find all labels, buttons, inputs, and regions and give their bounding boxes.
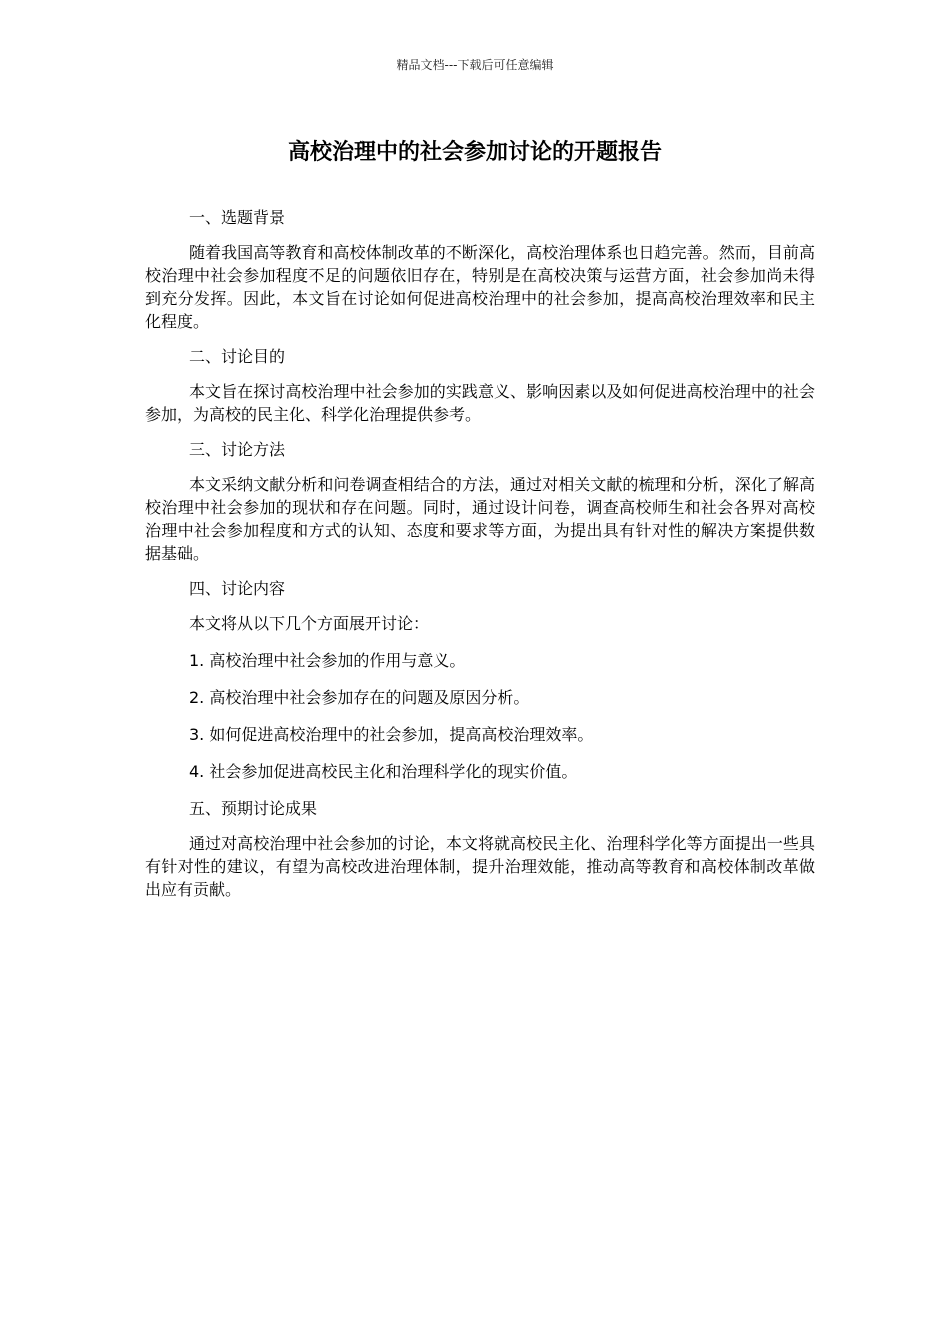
section-method	[145, 438, 815, 565]
section-paragraph: 本文旨在探讨高校治理中社会参加的实践意义、影响因素以及如何促进高校治理中的社会参加，为高校的民主化、科学化治理提供参考。	[145, 382, 815, 424]
section-heading: 一、选题背景	[189, 208, 286, 227]
section-paragraph: 本文采纳文献分析和问卷调查相结合的方法，通过对相关文献的梳理和分析，深化了解高校治理中社会参加的现状和存在问题。同时，通过设计问卷，调查高校师生和社会各界对高校治理中社会参加程度和方式的认知、态度和要求等方面，为提出具有针对性的解决方案提供数据基础。	[145, 475, 815, 563]
section-expected-results	[145, 797, 815, 901]
page-header: 精品文档---下载后可任意编辑	[396, 58, 554, 72]
list-item: 1. 高校治理中社会参加的作用与意义。	[189, 651, 466, 670]
section-content	[145, 577, 815, 783]
section-purpose	[145, 345, 815, 426]
section-background	[145, 206, 815, 333]
section-paragraph: 随着我国高等教育和高校体制改革的不断深化，高校治理体系也日趋完善。然而，目前高校治理中社会参加程度不足的问题依旧存在，特别是在高校决策与运营方面，社会参加尚未得到充分发挥。因此，本文旨在讨论如何促进高校治理中的社会参加，提高高校治理效率和民主化程度。	[145, 243, 815, 331]
document-title: 高校治理中的社会参加讨论的开题报告	[287, 140, 662, 165]
list-item: 2. 高校治理中社会参加存在的问题及原因分析。	[189, 688, 530, 707]
section-heading: 三、讨论方法	[189, 440, 286, 459]
list-item: 4. 社会参加促进高校民主化和治理科学化的现实价值。	[189, 762, 578, 781]
section-heading: 五、预期讨论成果	[189, 799, 318, 818]
section-heading: 二、讨论目的	[189, 347, 286, 366]
section-heading: 四、讨论内容	[189, 579, 286, 598]
section-paragraph: 通过对高校治理中社会参加的讨论，本文将就高校民主化、治理科学化等方面提出一些具有针对性的建议，有望为高校改进治理体制，提升治理效能，推动高等教育和高校体制改革做出应有贡献。	[145, 834, 815, 899]
section-intro: 本文将从以下几个方面展开讨论：	[189, 614, 430, 633]
list-item: 3. 如何促进高校治理中的社会参加，提高高校治理效率。	[189, 725, 594, 744]
document-body	[145, 206, 815, 913]
